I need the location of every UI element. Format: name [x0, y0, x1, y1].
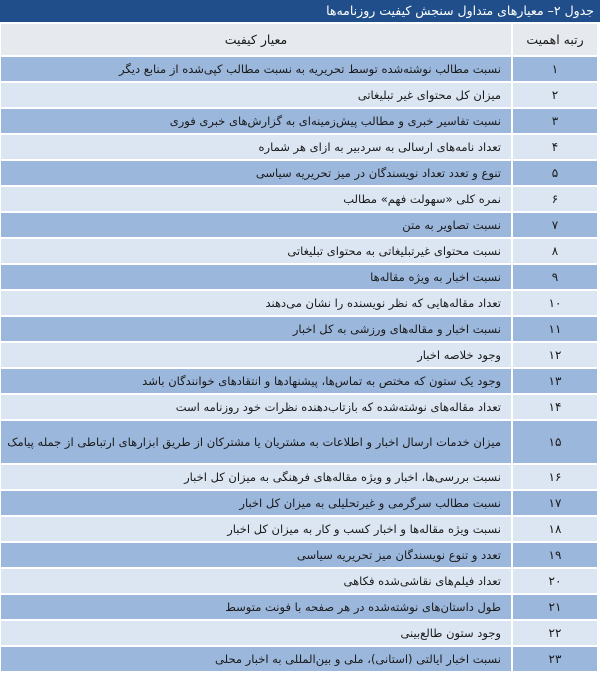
table-row [0, 82, 598, 108]
rank-cell: ۱۵ [512, 420, 598, 464]
criterion-cell: نسبت اخبار به ویژه مقاله‌ها [0, 264, 512, 290]
criterion-cell: تعداد فیلم‌های نقاشی‌شده فکاهی [0, 568, 512, 594]
rank-cell: ۶ [512, 186, 598, 212]
rank-cell: ۱۶ [512, 464, 598, 490]
criterion-cell: نسبت ویژه مقاله‌ها و اخبار کسب و کار به میزان کل اخبار [0, 516, 512, 542]
table-row [0, 394, 598, 420]
rank-cell: ۵ [512, 160, 598, 186]
table-row [0, 542, 598, 568]
rank-cell: ۹ [512, 264, 598, 290]
rank-cell: ۱۹ [512, 542, 598, 568]
criterion-cell: وجود ستون طالع‌بینی [0, 620, 512, 646]
criterion-cell: نسبت محتوای غیرتبلیغاتی به محتوای تبلیغاتی [0, 238, 512, 264]
rank-cell: ۱ [512, 56, 598, 82]
table-caption: جدول ۲– معیارهای متداول سنجش کیفیت روزنامه‌ها [0, 0, 600, 22]
rank-cell: ۲۳ [512, 646, 598, 672]
table-row [0, 516, 598, 542]
table-row [0, 490, 598, 516]
rank-cell: ۱۴ [512, 394, 598, 420]
criterion-column-header: معیار کیفیت [0, 23, 512, 56]
table-row [0, 368, 598, 394]
rank-cell: ۴ [512, 134, 598, 160]
criterion-cell: نمره کلی «سهولت فهم» مطالب [0, 186, 512, 212]
table-row [0, 568, 598, 594]
criterion-cell: تعداد نامه‌های ارسالی به سردبیر به ازای هر شماره [0, 134, 512, 160]
rank-cell: ۱۲ [512, 342, 598, 368]
table-row [0, 238, 598, 264]
rank-cell: ۱۳ [512, 368, 598, 394]
table-row [0, 134, 598, 160]
criterion-cell: تنوع و تعدد تعداد نویسندگان در میز تحریریه سیاسی [0, 160, 512, 186]
table-row [0, 160, 598, 186]
rank-cell: ۲۲ [512, 620, 598, 646]
rank-cell: ۱۱ [512, 316, 598, 342]
table-row [0, 56, 598, 82]
criterion-cell: وجود یک ستون که مختص به تماس‌ها، پیشنهادها و انتقادهای خوانندگان باشد [0, 368, 512, 394]
table-header-row [0, 23, 598, 56]
criterion-cell: نسبت اخبار ایالتی (استانی)، ملی و بین‌المللی به اخبار محلی [0, 646, 512, 672]
criterion-cell: نسبت تفاسیر خبری و مطالب پیش‌زمینه‌ای به گزارش‌های خبری فوری [0, 108, 512, 134]
criterion-cell: نسبت اخبار و مقاله‌های ورزشی به کل اخبار [0, 316, 512, 342]
criterion-cell: نسبت مطالب نوشته‌شده توسط تحریریه به نسبت مطالب کپی‌شده از منابع دیگر [0, 56, 512, 82]
rank-cell: ۸ [512, 238, 598, 264]
table-body [0, 56, 598, 672]
table-row [0, 290, 598, 316]
criterion-cell: تعداد مقاله‌های نوشته‌شده که بازتاب‌دهنده نظرات خود روزنامه است [0, 394, 512, 420]
rank-cell: ۱۰ [512, 290, 598, 316]
rank-cell: ۱۷ [512, 490, 598, 516]
table-row [0, 464, 598, 490]
rank-cell: ۳ [512, 108, 598, 134]
rank-cell: ۲۱ [512, 594, 598, 620]
rank-cell: ۱۸ [512, 516, 598, 542]
rank-column-header: رتبه اهمیت [512, 23, 598, 56]
table-row [0, 316, 598, 342]
criterion-cell: تعداد مقاله‌هایی که نظر نویسنده را نشان می‌دهند [0, 290, 512, 316]
criterion-cell: تعدد و تنوع نویسندگان میز تحریریه سیاسی [0, 542, 512, 568]
table-row [0, 342, 598, 368]
rank-cell: ۷ [512, 212, 598, 238]
criterion-cell: وجود خلاصه اخبار [0, 342, 512, 368]
criterion-cell: طول داستان‌های نوشته‌شده در هر صفحه با فونت متوسط [0, 594, 512, 620]
table-row [0, 186, 598, 212]
rank-cell: ۲۰ [512, 568, 598, 594]
criterion-cell: میزان کل محتوای غیر تبلیغاتی [0, 82, 512, 108]
criterion-cell: میزان خدمات ارسال اخبار و اطلاعات به مشتریان یا مشترکان از طریق ابزارهای ارتباطی از جمله پیامک [0, 420, 512, 464]
table-row [0, 646, 598, 672]
table-row [0, 108, 598, 134]
table-row [0, 212, 598, 238]
table-row [0, 420, 598, 464]
table-row [0, 594, 598, 620]
criterion-cell: نسبت بررسی‌ها، اخبار و ویژه مقاله‌های فرهنگی به میزان کل اخبار [0, 464, 512, 490]
table-row [0, 264, 598, 290]
criterion-cell: نسبت مطالب سرگرمی و غیرتحلیلی به میزان کل اخبار [0, 490, 512, 516]
rank-cell: ۲ [512, 82, 598, 108]
table-row [0, 620, 598, 646]
criterion-cell: نسبت تصاویر به متن [0, 212, 512, 238]
quality-criteria-table [0, 22, 599, 673]
